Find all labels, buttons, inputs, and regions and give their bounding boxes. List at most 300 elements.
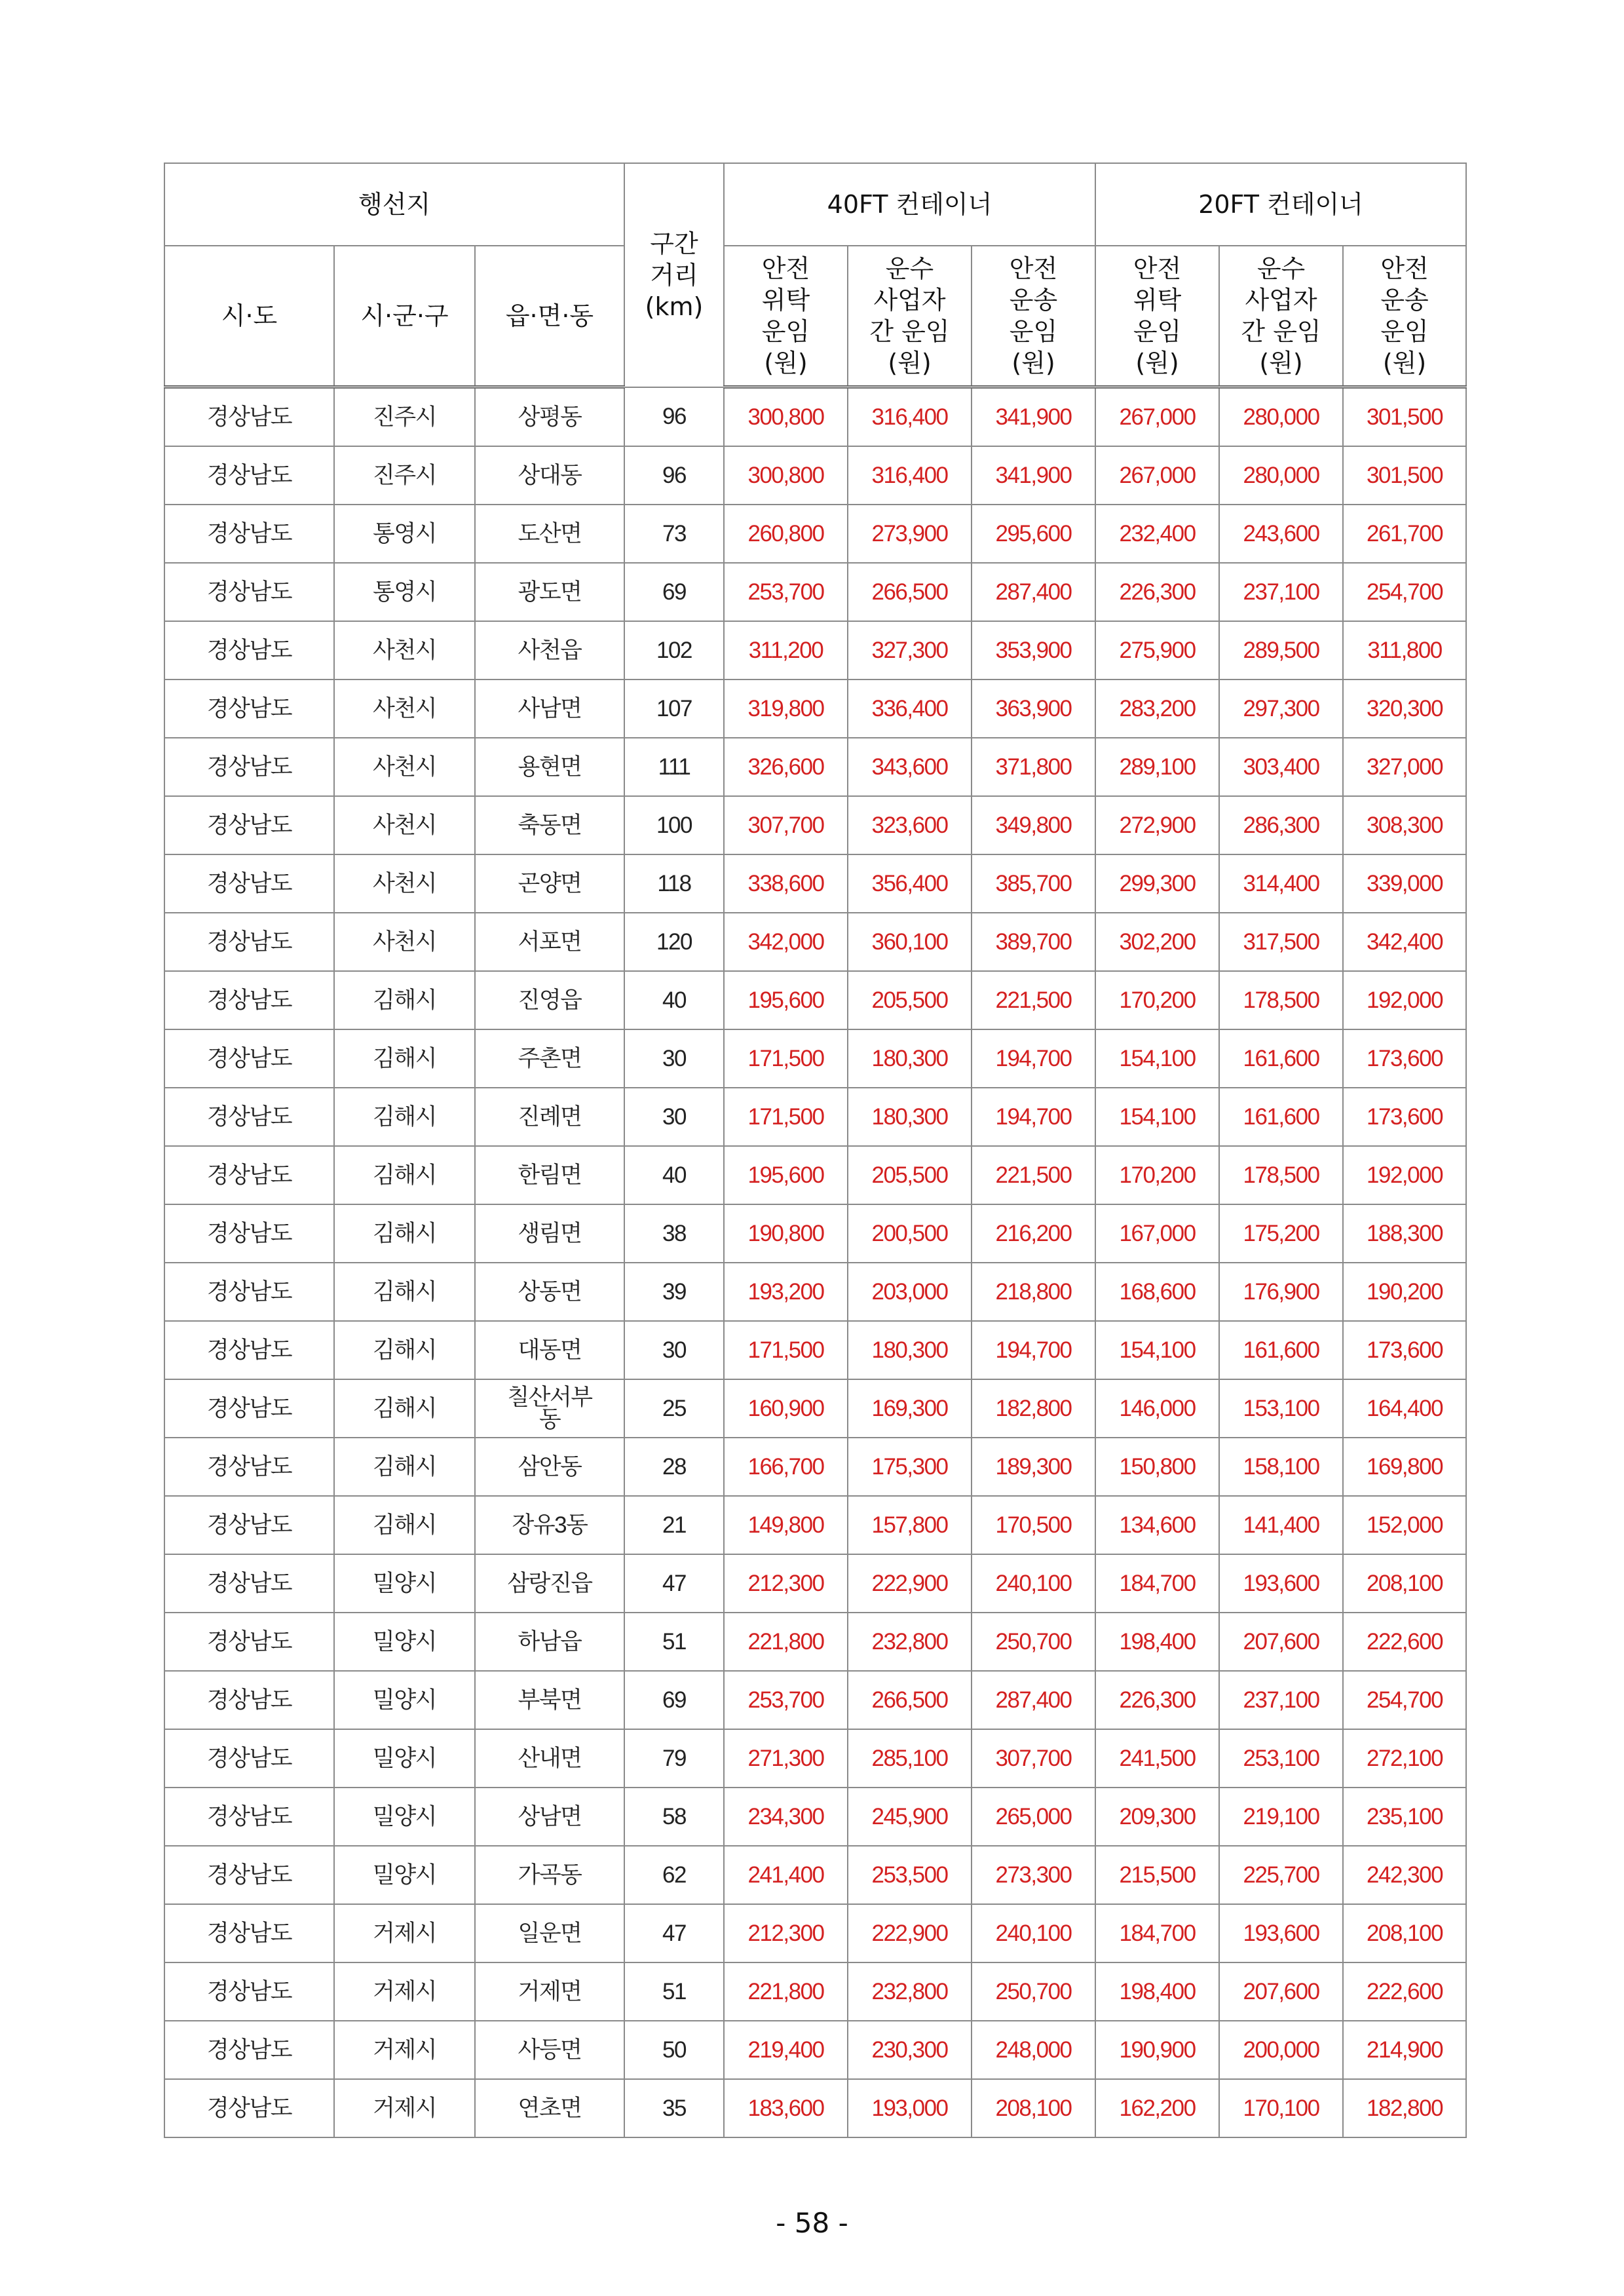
cell-distance: 28 [624,1438,724,1496]
cell-sido: 경상남도 [164,1379,334,1438]
cell-40ft-safe-consign: 338,600 [724,854,848,913]
table-row [164,1379,1466,1438]
cell-40ft-carrier-between: 222,900 [848,1554,972,1613]
cell-40ft-carrier-between: 157,800 [848,1496,972,1554]
cell-eupmyeondong: 진례면 [475,1088,624,1146]
cell-distance: 30 [624,1321,724,1379]
table-row [164,1671,1466,1729]
cell-distance: 120 [624,913,724,971]
cell-40ft-safe-transport: 265,000 [972,1788,1095,1846]
cell-20ft-carrier-between: 297,300 [1219,679,1343,738]
cell-20ft-safe-consign: 272,900 [1095,796,1219,854]
cell-eupmyeondong: 상남면 [475,1788,624,1846]
cell-20ft-carrier-between: 253,100 [1219,1729,1343,1788]
table-row [164,621,1466,679]
cell-distance: 40 [624,1146,724,1204]
cell-20ft-safe-consign: 283,200 [1095,679,1219,738]
table-row [164,1613,1466,1671]
cell-40ft-safe-transport: 295,600 [972,505,1095,563]
cell-20ft-safe-consign: 150,800 [1095,1438,1219,1496]
ft20-container-header: 20FT 컨테이너 [1095,163,1466,246]
cell-40ft-carrier-between: 316,400 [848,446,972,505]
cell-40ft-safe-transport: 250,700 [972,1962,1095,2021]
cell-sigungu: 밀양시 [334,1846,475,1904]
cell-40ft-carrier-between: 200,500 [848,1204,972,1263]
cell-40ft-safe-consign: 300,800 [724,387,848,447]
cell-20ft-carrier-between: 237,100 [1219,1671,1343,1729]
cell-sido: 경상남도 [164,971,334,1029]
cell-40ft-carrier-between: 175,300 [848,1438,972,1496]
cell-20ft-safe-consign: 299,300 [1095,854,1219,913]
table-row [164,1962,1466,2021]
cell-distance: 25 [624,1379,724,1438]
cell-20ft-safe-transport: 192,000 [1343,1146,1466,1204]
cell-eupmyeondong: 주촌면 [475,1029,624,1088]
table-row [164,2079,1466,2137]
page-number: - 58 - [776,2207,848,2239]
cell-eupmyeondong: 일운면 [475,1904,624,1962]
cell-20ft-safe-transport: 173,600 [1343,1088,1466,1146]
cell-40ft-safe-consign: 171,500 [724,1321,848,1379]
cell-20ft-carrier-between: 193,600 [1219,1554,1343,1613]
cell-sido: 경상남도 [164,854,334,913]
cell-40ft-safe-consign: 221,800 [724,1962,848,2021]
cell-sigungu: 김해시 [334,971,475,1029]
cell-sigungu: 진주시 [334,387,475,447]
cell-sido: 경상남도 [164,2021,334,2079]
cell-20ft-safe-transport: 164,400 [1343,1379,1466,1438]
cell-40ft-safe-transport: 349,800 [972,796,1095,854]
cell-sigungu: 통영시 [334,563,475,621]
cell-20ft-safe-transport: 308,300 [1343,796,1466,854]
cell-20ft-safe-transport: 301,500 [1343,446,1466,505]
cell-sigungu: 사천시 [334,913,475,971]
ft20-safe-consign-header: 안전 위탁 운임 (원) [1095,246,1219,387]
cell-distance: 79 [624,1729,724,1788]
table-row [164,1729,1466,1788]
cell-20ft-safe-consign: 162,200 [1095,2079,1219,2137]
table-body [164,387,1466,2138]
cell-20ft-safe-consign: 289,100 [1095,738,1219,796]
table-row [164,971,1466,1029]
cell-20ft-safe-transport: 169,800 [1343,1438,1466,1496]
cell-40ft-safe-transport: 389,700 [972,913,1095,971]
cell-40ft-safe-transport: 218,800 [972,1263,1095,1321]
cell-distance: 51 [624,1962,724,2021]
table-row [164,1146,1466,1204]
cell-sigungu: 김해시 [334,1379,475,1438]
ft40-container-header: 40FT 컨테이너 [724,163,1095,246]
cell-distance: 47 [624,1904,724,1962]
cell-eupmyeondong: 삼랑진읍 [475,1554,624,1613]
cell-40ft-safe-consign: 212,300 [724,1554,848,1613]
cell-40ft-safe-consign: 253,700 [724,1671,848,1729]
cell-40ft-carrier-between: 205,500 [848,1146,972,1204]
cell-sido: 경상남도 [164,563,334,621]
cell-eupmyeondong: 하남읍 [475,1613,624,1671]
cell-distance: 40 [624,971,724,1029]
cell-20ft-carrier-between: 317,500 [1219,913,1343,971]
cell-40ft-safe-transport: 248,000 [972,2021,1095,2079]
cell-20ft-safe-transport: 214,900 [1343,2021,1466,2079]
cell-sido: 경상남도 [164,1554,334,1613]
cell-20ft-carrier-between: 207,600 [1219,1962,1343,2021]
cell-sigungu: 진주시 [334,446,475,505]
ft40-safe-consign-header: 안전 위탁 운임 (원) [724,246,848,387]
cell-40ft-safe-consign: 166,700 [724,1438,848,1496]
cell-40ft-safe-consign: 190,800 [724,1204,848,1263]
cell-40ft-safe-transport: 194,700 [972,1088,1095,1146]
cell-20ft-carrier-between: 176,900 [1219,1263,1343,1321]
cell-20ft-safe-transport: 320,300 [1343,679,1466,738]
cell-20ft-safe-transport: 261,700 [1343,505,1466,563]
cell-sido: 경상남도 [164,387,334,447]
cell-sido: 경상남도 [164,1671,334,1729]
cell-20ft-safe-transport: 173,600 [1343,1321,1466,1379]
cell-distance: 69 [624,563,724,621]
cell-40ft-carrier-between: 253,500 [848,1846,972,1904]
table-row [164,1904,1466,1962]
cell-40ft-safe-transport: 371,800 [972,738,1095,796]
cell-20ft-safe-consign: 154,100 [1095,1321,1219,1379]
cell-sido: 경상남도 [164,1146,334,1204]
cell-40ft-safe-consign: 307,700 [724,796,848,854]
cell-40ft-carrier-between: 356,400 [848,854,972,913]
ft40-carrier-between-header: 운수 사업자 간 운임 (원) [848,246,972,387]
cell-20ft-carrier-between: 314,400 [1219,854,1343,913]
cell-20ft-safe-transport: 327,000 [1343,738,1466,796]
table-row [164,563,1466,621]
cell-sido: 경상남도 [164,1438,334,1496]
cell-20ft-safe-transport: 208,100 [1343,1904,1466,1962]
cell-40ft-carrier-between: 232,800 [848,1613,972,1671]
cell-40ft-safe-consign: 171,500 [724,1029,848,1088]
cell-40ft-carrier-between: 193,000 [848,2079,972,2137]
cell-20ft-safe-consign: 146,000 [1095,1379,1219,1438]
cell-40ft-safe-consign: 260,800 [724,505,848,563]
table-row [164,913,1466,971]
cell-distance: 51 [624,1613,724,1671]
cell-40ft-safe-consign: 183,600 [724,2079,848,2137]
cell-20ft-carrier-between: 280,000 [1219,387,1343,447]
cell-20ft-safe-transport: 339,000 [1343,854,1466,913]
cell-20ft-carrier-between: 289,500 [1219,621,1343,679]
ft20-safe-transport-header: 안전 운송 운임 (원) [1343,246,1466,387]
cell-40ft-carrier-between: 169,300 [848,1379,972,1438]
cell-20ft-carrier-between: 153,100 [1219,1379,1343,1438]
table-row [164,505,1466,563]
distance-header: 구간 거리 (km) [624,163,724,387]
cell-40ft-carrier-between: 222,900 [848,1904,972,1962]
cell-sido: 경상남도 [164,1204,334,1263]
cell-sido: 경상남도 [164,913,334,971]
cell-20ft-safe-consign: 190,900 [1095,2021,1219,2079]
cell-sido: 경상남도 [164,1263,334,1321]
table-row [164,738,1466,796]
cell-40ft-safe-transport: 341,900 [972,446,1095,505]
cell-distance: 58 [624,1788,724,1846]
cell-40ft-carrier-between: 343,600 [848,738,972,796]
cell-40ft-carrier-between: 245,900 [848,1788,972,1846]
cell-20ft-carrier-between: 175,200 [1219,1204,1343,1263]
cell-sido: 경상남도 [164,679,334,738]
cell-sido: 경상남도 [164,505,334,563]
cell-sigungu: 거제시 [334,1904,475,1962]
cell-20ft-safe-consign: 134,600 [1095,1496,1219,1554]
cell-20ft-safe-transport: 272,100 [1343,1729,1466,1788]
cell-40ft-safe-transport: 221,500 [972,971,1095,1029]
table-row [164,1846,1466,1904]
cell-40ft-safe-transport: 194,700 [972,1321,1095,1379]
cell-20ft-safe-consign: 184,700 [1095,1554,1219,1613]
cell-sigungu: 김해시 [334,1496,475,1554]
cell-40ft-safe-consign: 300,800 [724,446,848,505]
cell-40ft-safe-consign: 271,300 [724,1729,848,1788]
cell-eupmyeondong: 삼안동 [475,1438,624,1496]
cell-eupmyeondong: 진영읍 [475,971,624,1029]
cell-40ft-safe-transport: 240,100 [972,1904,1095,1962]
cell-sigungu: 김해시 [334,1321,475,1379]
cell-20ft-carrier-between: 141,400 [1219,1496,1343,1554]
cell-40ft-carrier-between: 180,300 [848,1088,972,1146]
cell-sido: 경상남도 [164,1496,334,1554]
table-row [164,1321,1466,1379]
cell-40ft-safe-consign: 195,600 [724,1146,848,1204]
cell-sigungu: 사천시 [334,796,475,854]
table-row [164,1438,1466,1496]
cell-sigungu: 통영시 [334,505,475,563]
cell-distance: 111 [624,738,724,796]
cell-20ft-safe-consign: 154,100 [1095,1088,1219,1146]
cell-eupmyeondong: 칠산서부 동 [475,1379,624,1438]
cell-20ft-carrier-between: 161,600 [1219,1321,1343,1379]
cell-sigungu: 거제시 [334,2021,475,2079]
cell-40ft-safe-consign: 149,800 [724,1496,848,1554]
cell-40ft-safe-consign: 193,200 [724,1263,848,1321]
cell-20ft-carrier-between: 225,700 [1219,1846,1343,1904]
cell-eupmyeondong: 서포면 [475,913,624,971]
cell-sigungu: 사천시 [334,621,475,679]
destination-header: 행선지 [164,163,624,246]
cell-distance: 62 [624,1846,724,1904]
cell-40ft-safe-consign: 219,400 [724,2021,848,2079]
cell-sigungu: 밀양시 [334,1788,475,1846]
cell-20ft-safe-transport: 222,600 [1343,1613,1466,1671]
cell-20ft-carrier-between: 207,600 [1219,1613,1343,1671]
cell-40ft-safe-transport: 216,200 [972,1204,1095,1263]
cell-sido: 경상남도 [164,2079,334,2137]
cell-20ft-safe-transport: 342,400 [1343,913,1466,971]
cell-sigungu: 김해시 [334,1146,475,1204]
cell-sigungu: 사천시 [334,854,475,913]
cell-40ft-carrier-between: 360,100 [848,913,972,971]
cell-20ft-safe-transport: 311,800 [1343,621,1466,679]
cell-20ft-carrier-between: 178,500 [1219,971,1343,1029]
cell-sido: 경상남도 [164,1088,334,1146]
cell-20ft-safe-consign: 167,000 [1095,1204,1219,1263]
cell-eupmyeondong: 한림면 [475,1146,624,1204]
cell-20ft-carrier-between: 303,400 [1219,738,1343,796]
table-row [164,1029,1466,1088]
table-row [164,1554,1466,1613]
cell-distance: 35 [624,2079,724,2137]
cell-sido: 경상남도 [164,796,334,854]
cell-20ft-carrier-between: 158,100 [1219,1438,1343,1496]
cell-20ft-carrier-between: 193,600 [1219,1904,1343,1962]
cell-distance: 107 [624,679,724,738]
cell-eupmyeondong: 사등면 [475,2021,624,2079]
cell-40ft-safe-consign: 221,800 [724,1613,848,1671]
cell-20ft-safe-consign: 267,000 [1095,387,1219,447]
cell-eupmyeondong: 상동면 [475,1263,624,1321]
cell-distance: 69 [624,1671,724,1729]
cell-20ft-safe-consign: 302,200 [1095,913,1219,971]
cell-sigungu: 김해시 [334,1204,475,1263]
cell-distance: 102 [624,621,724,679]
cell-eupmyeondong: 거제면 [475,1962,624,2021]
cell-eupmyeondong: 연초면 [475,2079,624,2137]
cell-distance: 96 [624,446,724,505]
cell-sigungu: 사천시 [334,738,475,796]
cell-sido: 경상남도 [164,1613,334,1671]
cell-40ft-safe-transport: 353,900 [972,621,1095,679]
cell-distance: 96 [624,387,724,447]
cell-20ft-carrier-between: 286,300 [1219,796,1343,854]
cell-20ft-carrier-between: 170,100 [1219,2079,1343,2137]
cell-40ft-carrier-between: 203,000 [848,1263,972,1321]
cell-20ft-safe-transport: 173,600 [1343,1029,1466,1088]
table-row [164,2021,1466,2079]
cell-eupmyeondong: 부북면 [475,1671,624,1729]
cell-40ft-safe-transport: 385,700 [972,854,1095,913]
table-row [164,854,1466,913]
cell-20ft-safe-consign: 184,700 [1095,1904,1219,1962]
table-row [164,1496,1466,1554]
cell-40ft-carrier-between: 232,800 [848,1962,972,2021]
ft40-safe-transport-header: 안전 운송 운임 (원) [972,246,1095,387]
cell-eupmyeondong: 대동면 [475,1321,624,1379]
cell-40ft-safe-consign: 171,500 [724,1088,848,1146]
cell-eupmyeondong: 사남면 [475,679,624,738]
cell-sido: 경상남도 [164,446,334,505]
cell-eupmyeondong: 사천읍 [475,621,624,679]
cell-20ft-safe-consign: 226,300 [1095,1671,1219,1729]
cell-40ft-safe-consign: 253,700 [724,563,848,621]
table-row [164,796,1466,854]
cell-20ft-carrier-between: 178,500 [1219,1146,1343,1204]
cell-40ft-carrier-between: 273,900 [848,505,972,563]
cell-eupmyeondong: 장유3동 [475,1496,624,1554]
cell-distance: 118 [624,854,724,913]
cell-sido: 경상남도 [164,1846,334,1904]
cell-40ft-safe-consign: 311,200 [724,621,848,679]
cell-20ft-safe-transport: 192,000 [1343,971,1466,1029]
cell-20ft-carrier-between: 243,600 [1219,505,1343,563]
cell-40ft-carrier-between: 180,300 [848,1029,972,1088]
cell-20ft-safe-transport: 242,300 [1343,1846,1466,1904]
cell-40ft-safe-consign: 234,300 [724,1788,848,1846]
cell-distance: 100 [624,796,724,854]
cell-sido: 경상남도 [164,1904,334,1962]
cell-eupmyeondong: 생림면 [475,1204,624,1263]
cell-eupmyeondong: 용현면 [475,738,624,796]
table-row [164,1788,1466,1846]
cell-40ft-safe-transport: 307,700 [972,1729,1095,1788]
cell-sido: 경상남도 [164,621,334,679]
cell-40ft-safe-transport: 363,900 [972,679,1095,738]
ft20-carrier-between-header: 운수 사업자 간 운임 (원) [1219,246,1343,387]
cell-distance: 73 [624,505,724,563]
cell-20ft-safe-consign: 215,500 [1095,1846,1219,1904]
cell-sido: 경상남도 [164,1029,334,1088]
cell-40ft-carrier-between: 180,300 [848,1321,972,1379]
cell-40ft-carrier-between: 266,500 [848,1671,972,1729]
cell-20ft-safe-transport: 182,800 [1343,2079,1466,2137]
cell-distance: 30 [624,1088,724,1146]
cell-20ft-safe-transport: 254,700 [1343,1671,1466,1729]
cell-40ft-safe-transport: 170,500 [972,1496,1095,1554]
cell-20ft-safe-consign: 154,100 [1095,1029,1219,1088]
cell-40ft-carrier-between: 205,500 [848,971,972,1029]
cell-20ft-carrier-between: 161,600 [1219,1029,1343,1088]
cell-sigungu: 거제시 [334,2079,475,2137]
cell-40ft-safe-consign: 241,400 [724,1846,848,1904]
cell-40ft-safe-consign: 195,600 [724,971,848,1029]
cell-20ft-carrier-between: 219,100 [1219,1788,1343,1846]
cell-40ft-carrier-between: 230,300 [848,2021,972,2079]
eupmyeondong-header: 읍·면·동 [475,246,624,387]
cell-sido: 경상남도 [164,1962,334,2021]
cell-20ft-safe-consign: 198,400 [1095,1613,1219,1671]
cell-distance: 47 [624,1554,724,1613]
cell-sigungu: 사천시 [334,679,475,738]
cell-40ft-safe-transport: 221,500 [972,1146,1095,1204]
cell-40ft-safe-transport: 182,800 [972,1379,1095,1438]
cell-40ft-carrier-between: 266,500 [848,563,972,621]
cell-40ft-safe-consign: 212,300 [724,1904,848,1962]
table-row [164,1088,1466,1146]
cell-sigungu: 밀양시 [334,1671,475,1729]
cell-sido: 경상남도 [164,738,334,796]
cell-40ft-safe-consign: 326,600 [724,738,848,796]
cell-40ft-safe-consign: 342,000 [724,913,848,971]
cell-20ft-safe-transport: 152,000 [1343,1496,1466,1554]
cell-40ft-safe-consign: 160,900 [724,1379,848,1438]
table-row [164,1263,1466,1321]
cell-20ft-safe-consign: 267,000 [1095,446,1219,505]
cell-40ft-safe-transport: 194,700 [972,1029,1095,1088]
cell-distance: 21 [624,1496,724,1554]
table-header [164,163,1466,387]
cell-20ft-carrier-between: 161,600 [1219,1088,1343,1146]
cell-sigungu: 김해시 [334,1263,475,1321]
cell-20ft-safe-transport: 235,100 [1343,1788,1466,1846]
cell-20ft-safe-consign: 170,200 [1095,971,1219,1029]
cell-sigungu: 김해시 [334,1088,475,1146]
cell-40ft-safe-transport: 341,900 [972,387,1095,447]
cell-eupmyeondong: 산내면 [475,1729,624,1788]
cell-20ft-safe-consign: 168,600 [1095,1263,1219,1321]
cell-40ft-safe-transport: 287,400 [972,563,1095,621]
cell-eupmyeondong: 축동면 [475,796,624,854]
cell-40ft-safe-transport: 250,700 [972,1613,1095,1671]
cell-eupmyeondong: 곤양면 [475,854,624,913]
cell-40ft-safe-transport: 208,100 [972,2079,1095,2137]
cell-distance: 50 [624,2021,724,2079]
cell-20ft-carrier-between: 200,000 [1219,2021,1343,2079]
cell-sigungu: 김해시 [334,1029,475,1088]
cell-20ft-safe-consign: 198,400 [1095,1962,1219,2021]
